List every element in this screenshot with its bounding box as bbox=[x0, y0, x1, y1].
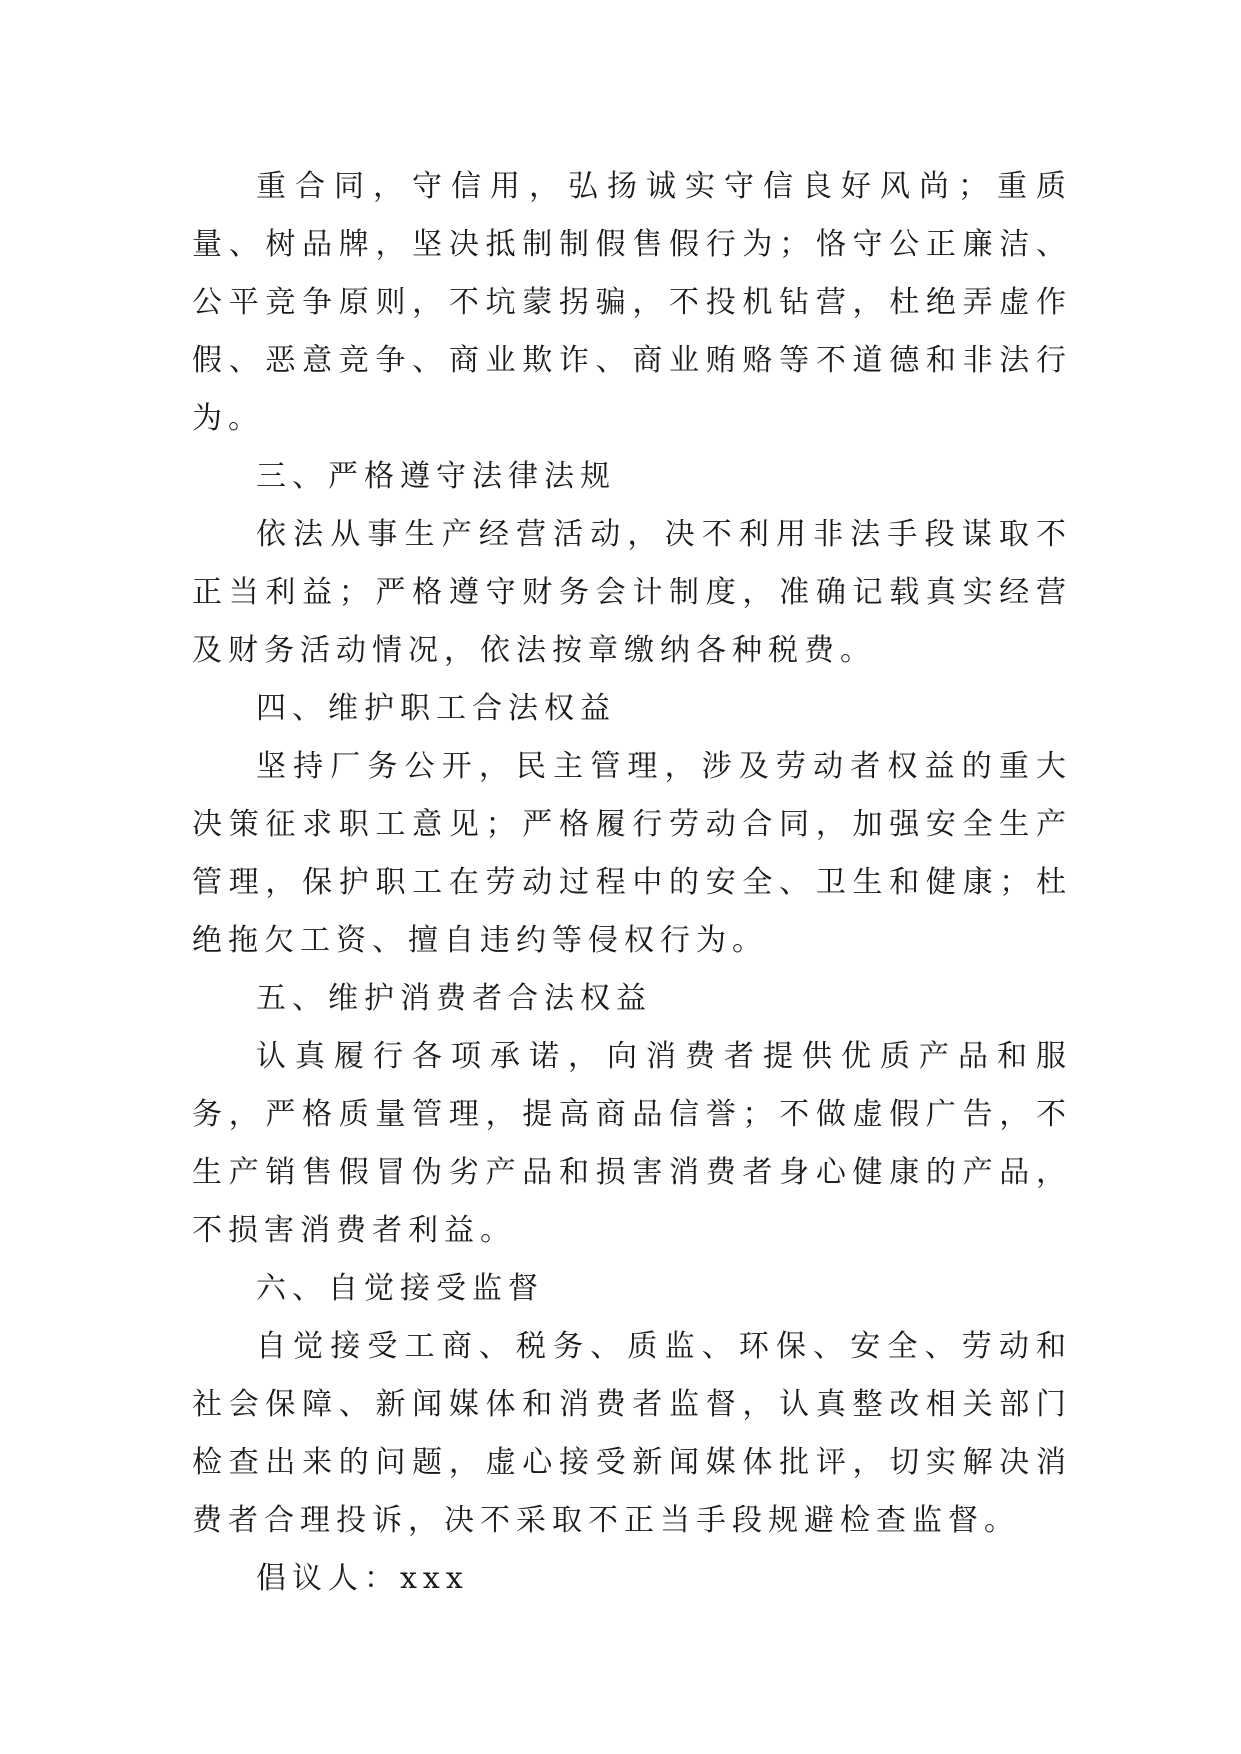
paragraph-consumer-rights: 认真履行各项承诺，向消费者提供优质产品和服务，严格质量管理，提高商品信誉；不做虚假广告，不生产销售假冒伪劣产品和损害消费者身心健康的产品，不损害消费者利益。 bbox=[192, 1039, 1072, 1248]
section-heading-supervision: 六、自觉接受监督 bbox=[256, 1271, 544, 1306]
paragraph-integrity-quality: 重合同，守信用，弘扬诚实守信良好风尚；重质量、树品牌，坚决抵制制假售假行为；恪守公正廉洁、公平竞争原则，不坑蒙拐骗，不投机钻营，杜绝弄虚作假、恶意竞争、商业欺诈、商业贿赂等不道德和非法行为。 bbox=[192, 169, 1072, 436]
paragraph-supervision: 自觉接受工商、税务、质监、环保、安全、劳动和社会保障、新闻媒体和消费者监督，认真整改相关部门检查出来的问题，虚心接受新闻媒体批评，切实解决消费者合理投诉，决不采取不正当手段规避检查监督。 bbox=[192, 1329, 1072, 1538]
section-heading-laws: 三、严格遵守法律法规 bbox=[256, 459, 616, 494]
section-heading-consumer-rights: 五、维护消费者合法权益 bbox=[256, 981, 652, 1016]
signature-line: 倡议人：xxx bbox=[256, 1561, 469, 1596]
document-body bbox=[192, 158, 1072, 1608]
paragraph-laws: 依法从事生产经营活动，决不利用非法手段谋取不正当利益；严格遵守财务会计制度，准确记载真实经营及财务活动情况，依法按章缴纳各种税费。 bbox=[192, 517, 1072, 668]
section-heading-employee-rights: 四、维护职工合法权益 bbox=[256, 691, 616, 726]
paragraph-employee-rights: 坚持厂务公开，民主管理，涉及劳动者权益的重大决策征求职工意见；严格履行劳动合同，加强安全生产管理，保护职工在劳动过程中的安全、卫生和健康；杜绝拖欠工资、擅自违约等侵权行为。 bbox=[192, 749, 1072, 958]
